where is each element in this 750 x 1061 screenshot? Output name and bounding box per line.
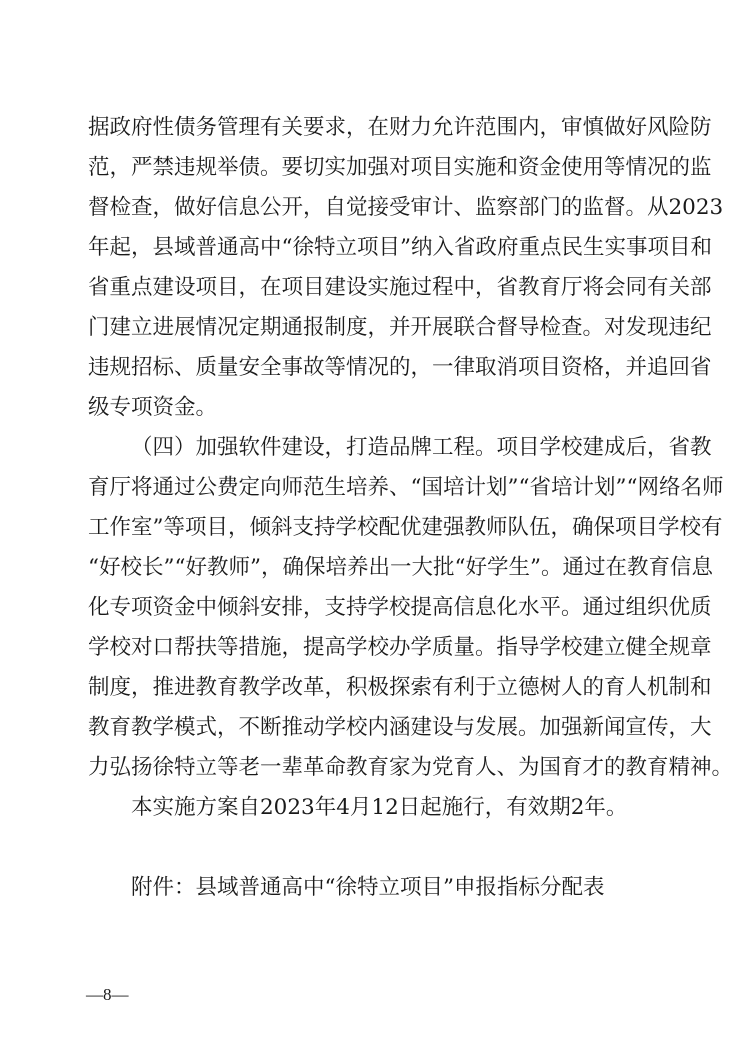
paragraph-line: 门建立进展情况定期通报制度，并开展联合督导检查。对发现违纪 <box>88 315 712 340</box>
paragraph-line: 学校对口帮扶等措施，提高学校办学质量。指导学校建立健全规章 <box>88 635 712 660</box>
paragraph-line: 制度，推进教育教学改革，积极探索有利于立德树人的育人机制和 <box>88 675 712 700</box>
paragraph-line: 省重点建设项目，在项目建设实施过程中，省教育厅将会同有关部 <box>88 275 712 300</box>
paragraph-line: 教育教学模式，不断推动学校内涵建设与发展。加强新闻宣传，大 <box>88 715 712 740</box>
paragraph-line: “好校长”“好教师”，确保培养出一大批“好学生”。通过在教育信息 <box>88 555 713 580</box>
paragraph-line: 违规招标、质量安全事故等情况的，一律取消项目资格，并追回省 <box>88 355 712 380</box>
effective-statement: 本实施方案自2023年4月12日起施行，有效期2年。 <box>131 795 628 820</box>
paragraph-line: 力弘扬徐特立等老一辈革命教育家为党育人、为国育才的教育精神。 <box>88 755 734 780</box>
paragraph-line: 年起，县域普通高中“徐特立项目”纳入省政府重点民生实事项目和 <box>88 235 712 260</box>
attachment-line: 附件：县域普通高中“徐特立项目”申报指标分配表 <box>131 875 605 900</box>
paragraph-line: 化专项资金中倾斜安排，支持学校提高信息化水平。通过组织优质 <box>88 595 712 620</box>
paragraph-line: 级专项资金。 <box>88 395 218 420</box>
page-number: —8— <box>86 985 129 1004</box>
paragraph-line: 据政府性债务管理有关要求，在财力允许范围内，审慎做好风险防 <box>88 115 712 140</box>
paragraph-line: 督检查，做好信息公开，自觉接受审计、监察部门的监督。从2023 <box>88 195 724 220</box>
paragraph-first-line <box>131 434 712 462</box>
paragraph-line: 工作室”等项目，倾斜支持学校配优建强教师队伍，确保项目学校有 <box>88 515 723 540</box>
paragraph-line-rest: 项目学校建成后，省教 <box>496 435 712 460</box>
section-heading: （四）加强软件建设，打造品牌工程。 <box>131 435 497 460</box>
paragraph-line: 范，严禁违规举债。要切实加强对项目实施和资金使用等情况的监 <box>88 155 712 180</box>
paragraph-line: 育厅将通过公费定向师范生培养、“国培计划”“省培计划”“网络名师 <box>88 475 724 500</box>
